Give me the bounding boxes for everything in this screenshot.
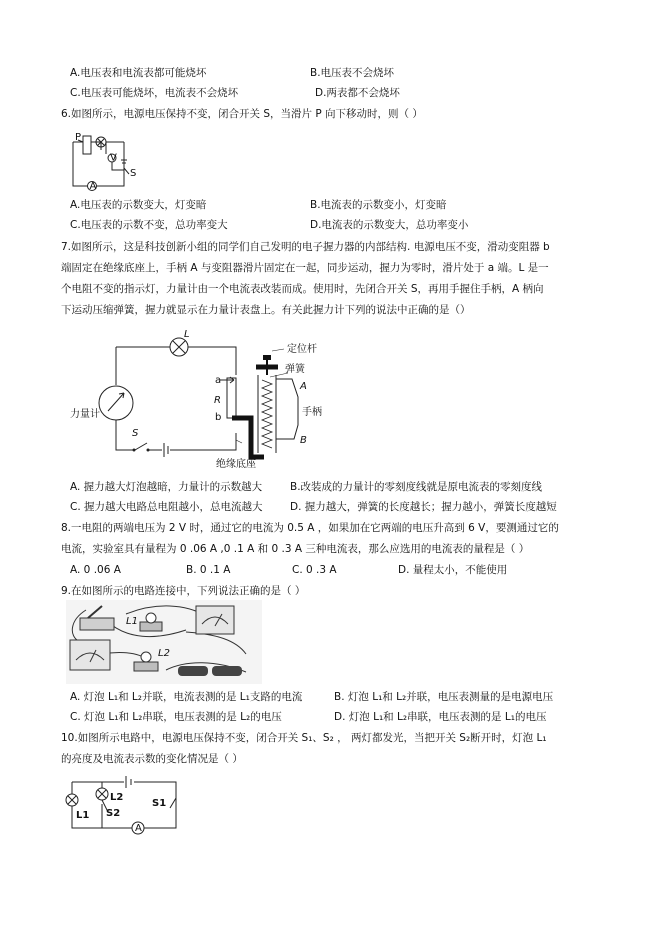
q9-label-l1: L1 (126, 616, 138, 627)
q10-stem-line-2: 的亮度及电流表示数的变化情况是（ ） (61, 753, 243, 765)
q7-stem-line-1: 7.如图所示，这是科技创新小组的同学们自己发明的电子握力器的内部结构. 电源电压不变，滑动变阻器 b (61, 241, 550, 253)
q7-label-b: b (215, 412, 222, 423)
q10-label-l1: L1 (76, 810, 90, 821)
q5-option-c: C.电压表可能烧坏，电流表不会烧坏 (70, 87, 239, 99)
q7-label-lamp: L (184, 329, 190, 340)
q7-option-d: D. 握力越大，弹簧的长度越长；握力越小，弹簧长度越短 (290, 501, 557, 513)
q10-stem-line-1: 10.如图所示电路中，电源电压保持不变，闭合开关 S₁、S₂ ， 两灯都发光，当把开关 S₂断开时，灯泡 L₁ (61, 732, 547, 744)
q5-option-a: A.电压表和电流表都可能烧坏 (70, 67, 207, 79)
q7-label-handle: 手柄 (302, 407, 322, 418)
q6-circuit-figure (66, 130, 146, 192)
q6-stem: 6.如图所示，电源电压保持不变，闭合开关 S，当滑片 P 向下移动时，则（ ） (61, 108, 423, 120)
q8-stem-line-2: 电流，实验室具有量程为 0 .06 A ,0 .1 A 和 0 .3 A 三种电流表，那么应选用的电流表的量程是（ ） (61, 543, 530, 555)
q6-label-a: A (89, 181, 97, 192)
q7-option-a: A. 握力越大灯泡越暗，力量计的示数越大 (70, 481, 263, 493)
q6-label-s: S (130, 168, 137, 179)
q6-option-c: C.电压表的示数不变，总功率变大 (70, 219, 228, 231)
q10-label-l2: L2 (110, 792, 124, 803)
q7-grip-circuit-figure (66, 325, 346, 475)
q7-option-b: B.改装成的力量计的零刻度线就是原电流表的零刻度线 (290, 481, 543, 493)
q6-label-p: P (75, 132, 82, 143)
q6-option-d: D.电流表的示数变大，总功率变小 (310, 219, 469, 231)
q10-label-s2: S2 (106, 808, 121, 819)
q7-label-handle-a: A (300, 381, 307, 392)
q10-label-a: A (135, 823, 142, 834)
q6-option-b: B.电流表的示数变小，灯变暗 (310, 199, 447, 211)
q8-option-c: C. 0 .3 A (292, 564, 337, 576)
q10-label-s1: S1 (152, 798, 167, 809)
q8-option-d: D. 量程太小，不能使用 (398, 564, 508, 576)
q5-option-b: B.电压表不会烧坏 (310, 67, 395, 79)
q8-option-b: B. 0 .1 A (186, 564, 231, 576)
q7-label-a: a (215, 375, 222, 386)
q9-label-l2: L2 (158, 648, 170, 659)
q9-photo-circuit-figure (66, 600, 262, 684)
q7-label-r: R (214, 395, 221, 406)
q7-label-switch: S (132, 428, 139, 439)
q6-option-a: A.电压表的示数变大，灯变暗 (70, 199, 207, 211)
q7-label-pin: 定位杆 (287, 344, 317, 355)
q7-label-handle-b: B (300, 435, 307, 446)
q8-stem-line-1: 8.一电阻的两端电压为 2 V 时，通过它的电流为 0.5 A ，如果加在它两端的电压升高到 6 V，要测通过它的 (61, 522, 559, 534)
q8-option-a: A. 0 .06 A (70, 564, 121, 576)
q9-option-c: C. 灯泡 L₁和 L₂串联，电压表测的是 L₂的电压 (70, 711, 282, 723)
q7-label-spring: 弹簧 (285, 364, 305, 375)
q7-option-c: C. 握力越大电路总电阻越小，总电流越大 (70, 501, 263, 513)
q10-circuit-figure (62, 772, 188, 836)
q7-stem-line-2: 端固定在绝缘底座上，手柄 A 与变阻器滑片固定在一起，同步运动，握力为零时，滑片处于 a 端。L 是一 (61, 262, 549, 274)
q9-option-b: B. 灯泡 L₁和 L₂并联，电压表测量的是电源电压 (334, 691, 554, 703)
q6-label-v: V (110, 152, 117, 164)
q9-stem: 9.在如图所示的电路连接中，下列说法正确的是（ ） (61, 585, 306, 597)
q9-option-a: A. 灯泡 L₁和 L₂并联，电流表测的是 L₁支路的电流 (70, 691, 303, 703)
q9-option-d: D. 灯泡 L₁和 L₂串联，电压表测的是 L₁的电压 (334, 711, 547, 723)
q7-label-meter: 力量计 (70, 409, 100, 420)
q7-label-base: 绝缘底座 (216, 459, 256, 470)
q5-option-d: D.两表都不会烧坏 (315, 87, 400, 99)
q7-stem-line-3: 个电阻不变的指示灯，力量计由一个电流表改装而成。使用时，先闭合开关 S，再用手握住手柄，A 柄向 (61, 283, 544, 295)
q7-stem-line-4: 下运动压缩弹簧，握力就显示在力量计表盘上。有关此握力计下列的说法中正确的是（） (61, 304, 471, 316)
